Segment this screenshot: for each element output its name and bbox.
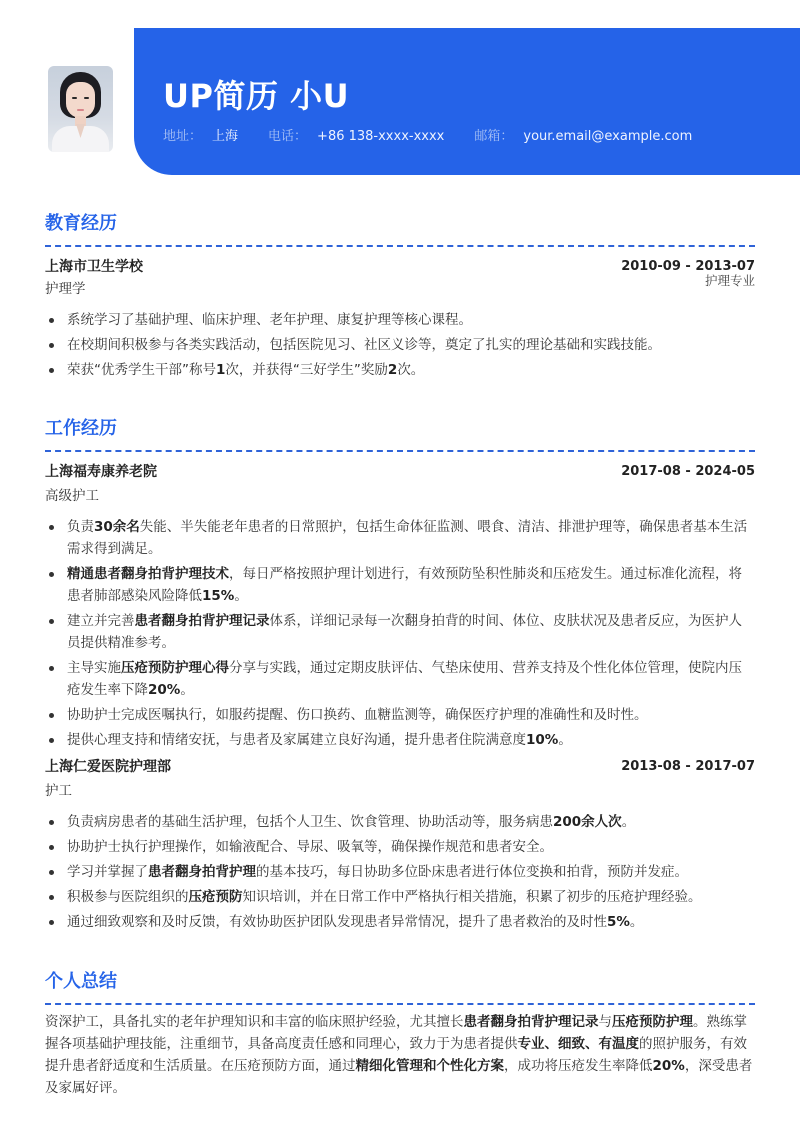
entry-subheader	[45, 273, 755, 299]
entry-dates: 2010-09 - 2013-07	[621, 259, 755, 274]
highlight-text: 30余名	[94, 519, 140, 535]
entry-subheader	[45, 781, 755, 801]
bullet-item	[45, 359, 755, 381]
text-segment: 负责	[67, 519, 94, 535]
contact-address	[163, 128, 238, 146]
photo-eye-right	[84, 97, 89, 99]
bullet-item	[45, 861, 755, 883]
bullet-item	[45, 811, 755, 833]
photo-mouth	[77, 109, 84, 111]
entry-header	[45, 462, 755, 482]
text-segment: 主导实施	[67, 660, 121, 676]
section-divider	[45, 450, 755, 452]
text-segment: 。熟练掌握各项基础护理技能，注重细节，具备高度责任感和同理心，致力于为患者提供	[45, 1014, 747, 1052]
entry-header	[45, 757, 755, 777]
employer-name: 上海仁爱医院护理部	[45, 759, 171, 775]
highlight-text: 专业、细致、有温度	[517, 1036, 639, 1052]
contact-phone-value: +86 138-xxxx-xxxx	[317, 129, 445, 144]
text-segment: ，每日严格按照护理计划进行，有效预防坠积性肺炎和压疮发生。通过标准化流程，将患者肺部感染风险降低	[67, 566, 742, 604]
text-segment: 协助护士执行护理操作，如输液配合、导尿、吸氧等，确保操作规范和患者安全。	[67, 839, 553, 855]
highlight-text: 压疮预防护理心得	[121, 660, 229, 676]
bullet-item	[45, 516, 755, 560]
summary-section	[45, 969, 755, 1099]
highlight-text: 2	[387, 362, 398, 378]
job-title: 高级护工	[45, 488, 99, 504]
bullet-item	[45, 563, 755, 607]
contact-phone	[268, 128, 444, 146]
text-segment: 。	[180, 682, 194, 698]
highlight-text: 200余人次	[553, 814, 622, 830]
bullet-list	[45, 811, 755, 933]
text-segment: 荣获“优秀学生干部”称号	[67, 362, 216, 378]
highlight-text: 压疮预防	[188, 889, 243, 905]
highlight-text: 1	[216, 362, 226, 378]
work-section	[45, 416, 755, 936]
text-segment: 建立并完善	[67, 613, 135, 629]
text-segment: 。	[558, 732, 572, 748]
bullet-item	[45, 704, 755, 726]
bullet-item	[45, 836, 755, 858]
text-segment: 分享与实践，通过定期皮肤评估、气垫床使用、营养支持及个性化体位管理，使院内压疮发生率下降	[67, 660, 742, 698]
text-segment: 。	[629, 914, 644, 930]
contact-info	[163, 128, 722, 146]
school-name: 上海市卫生学校	[45, 259, 143, 275]
text-segment: 的基本技巧，每日协助多位卧床患者进行体位变换和拍背，预防并发症。	[256, 864, 688, 880]
highlight-text: 患者翻身拍背护理	[148, 864, 256, 880]
photo-face	[66, 82, 95, 118]
highlight-text: 精通患者翻身拍背护理技术	[67, 566, 229, 582]
text-segment: 体系，详细记录每一次翻身拍背的时间、体位、皮肤状况及患者反应，为医护人员提供精准参考。	[67, 613, 742, 651]
contact-address-value: 上海	[212, 129, 239, 144]
text-segment: 次，并获得“三好学生”奖励	[225, 362, 388, 378]
text-segment: ，成功将压疮发生率降低	[504, 1058, 653, 1074]
major: 护理专业	[704, 273, 755, 288]
summary-text	[45, 1011, 755, 1099]
bullet-item	[45, 729, 755, 751]
entry-header	[45, 257, 755, 277]
contact-email-label: 邮箱：	[474, 129, 514, 144]
candidate-name: UP简历 小U	[163, 77, 350, 115]
contact-email	[474, 128, 692, 146]
bullet-item	[45, 334, 755, 356]
bullet-item	[45, 911, 755, 933]
text-segment: 协助护士完成医嘱执行，如服药提醒、伤口换药、血糖监测等，确保医疗护理的准确性和及时性。	[67, 707, 648, 723]
highlight-text: 20%	[652, 1058, 685, 1074]
bullet-list	[45, 516, 755, 751]
text-segment: 提供心理支持和情绪安抚，与患者及家属建立良好沟通，提升患者住院满意度	[67, 732, 526, 748]
job-title: 护工	[45, 783, 72, 799]
section-divider	[45, 1003, 755, 1005]
section-divider	[45, 245, 755, 247]
entry-subheader	[45, 486, 755, 506]
photo-eye-left	[72, 97, 77, 99]
contact-address-label: 地址：	[163, 129, 203, 144]
highlight-text: 患者翻身拍背护理记录	[134, 613, 270, 629]
profile-photo	[48, 66, 113, 152]
section-title: 个人总结	[45, 971, 117, 992]
contact-phone-label: 电话：	[268, 129, 308, 144]
text-segment: 与	[598, 1014, 612, 1030]
degree: 护理学	[45, 281, 86, 297]
text-segment: ，深受患者及家属好评。	[45, 1058, 753, 1096]
text-segment: 。	[621, 814, 636, 830]
text-segment: 知识培训，并在日常工作中严格执行相关措施，积累了初步的压疮护理经验。	[242, 889, 702, 905]
bullet-item	[45, 610, 755, 654]
employer-name: 上海福寿康养老院	[45, 464, 157, 480]
education-section	[45, 211, 755, 384]
text-segment: 学习并掌握了	[67, 864, 148, 880]
highlight-text: 患者翻身拍背护理记录	[463, 1014, 599, 1030]
bullet-item	[45, 886, 755, 908]
contact-email-value: your.email@example.com	[523, 129, 693, 144]
text-segment: 的照护服务，有效提升患者舒适度和生活质量。在压疮预防方面，通过	[45, 1036, 747, 1074]
entry-dates: 2013-08 - 2017-07	[621, 759, 755, 774]
text-segment: 系统学习了基础护理、临床护理、老年护理、康复护理等核心课程。	[67, 312, 472, 328]
section-title: 教育经历	[45, 213, 117, 234]
text-segment: 次。	[397, 362, 425, 378]
text-segment: 在校期间积极参与各类实践活动，包括医院见习、社区义诊等，奠定了扎实的理论基础和实践技能。	[67, 337, 661, 353]
text-segment: 积极参与医院组织的	[67, 889, 189, 905]
highlight-text: 10%	[526, 732, 559, 748]
text-segment: 。	[234, 588, 248, 604]
bullet-item	[45, 309, 755, 331]
text-segment: 失能、半失能老年患者的日常照护，包括生命体征监测、喂食、清洁、排泄护理等，确保患者基本生活需求得到满足。	[67, 519, 748, 557]
text-segment: 资深护工，具备扎实的老年护理知识和丰富的临床照护经验，尤其擅长	[45, 1014, 464, 1030]
bullet-item	[45, 657, 755, 701]
highlight-text: 20%	[148, 682, 181, 698]
highlight-text: 压疮预防护理	[612, 1014, 693, 1030]
bullet-list	[45, 309, 755, 381]
text-segment: 负责病房患者的基础生活护理，包括个人卫生、饮食管理、协助活动等，服务病患	[67, 814, 553, 830]
highlight-text: 5%	[607, 914, 630, 930]
section-title: 工作经历	[45, 418, 117, 439]
highlight-text: 15%	[202, 588, 235, 604]
highlight-text: 精细化管理和个性化方案	[355, 1058, 504, 1074]
text-segment: 通过细致观察和及时反馈，有效协助医护团队发现患者异常情况，提升了患者救治的及时性	[67, 914, 607, 930]
entry-dates: 2017-08 - 2024-05	[621, 464, 755, 479]
